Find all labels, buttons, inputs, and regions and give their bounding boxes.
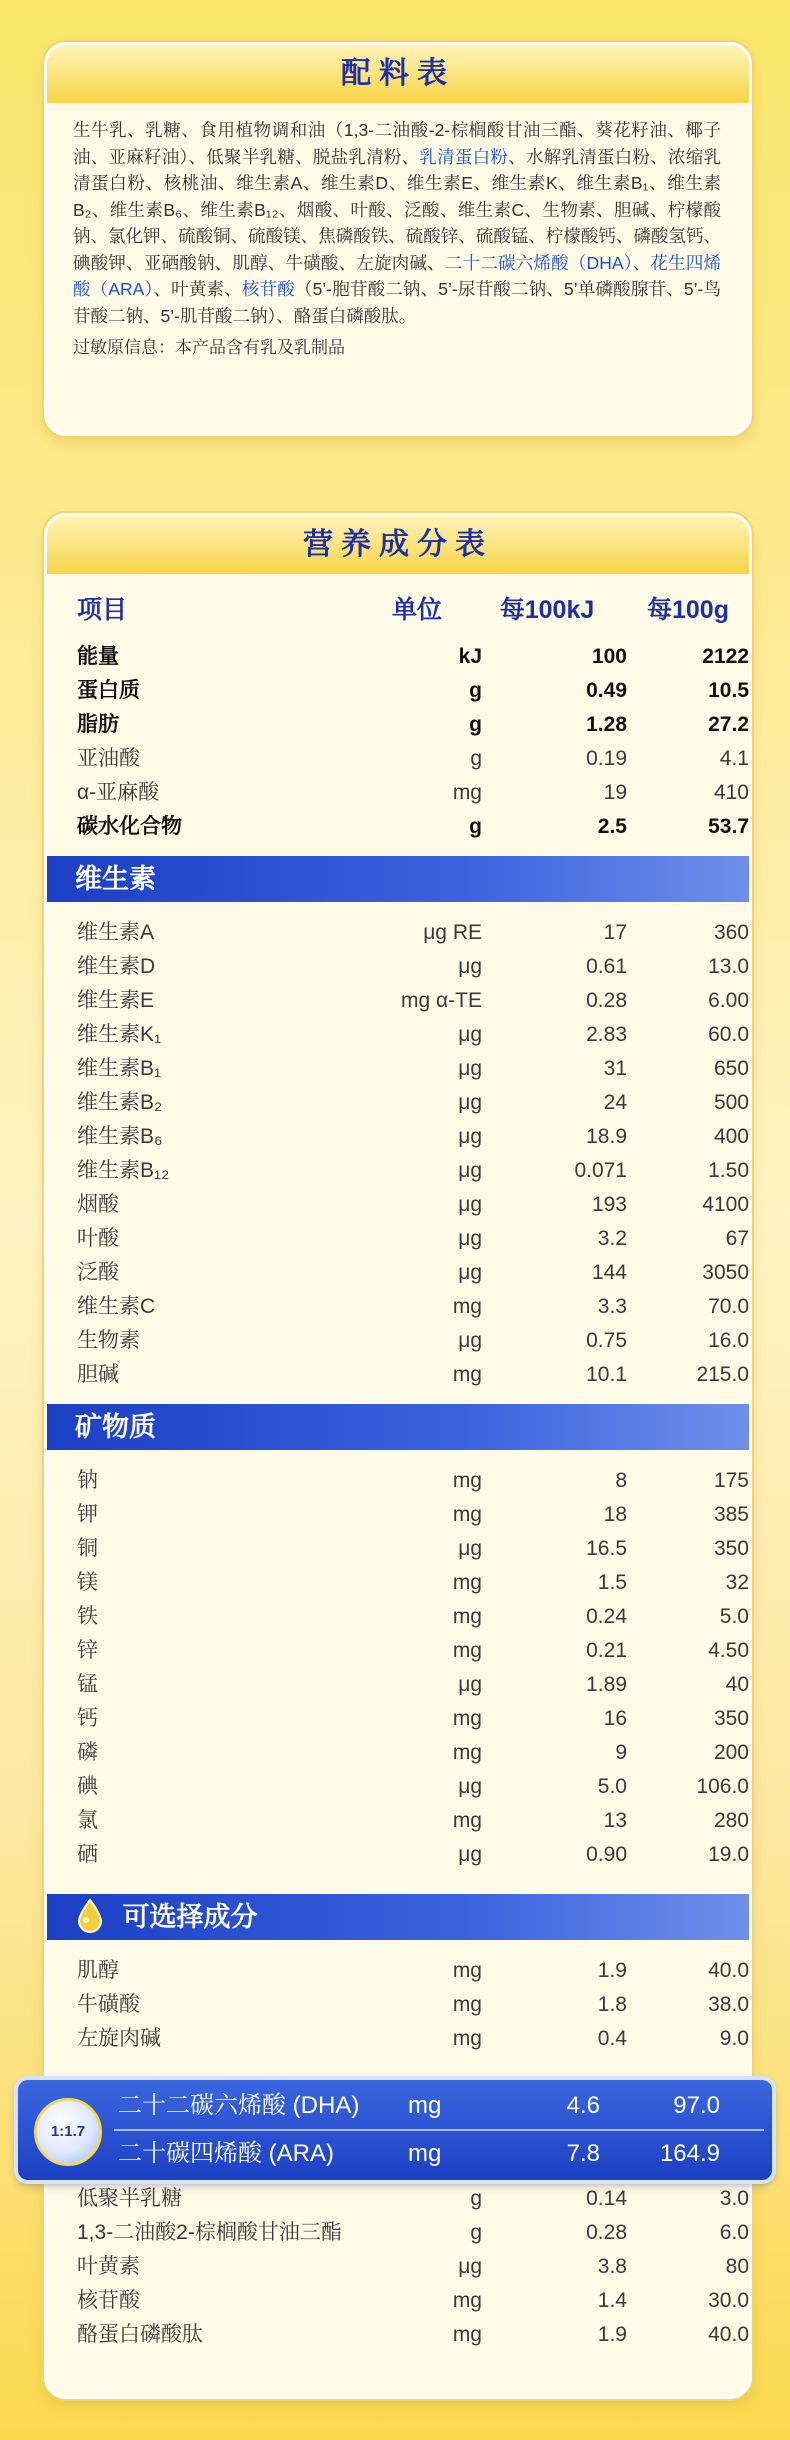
value-per-100kj: 19 <box>603 781 627 804</box>
mineral-row <box>47 1702 749 1736</box>
nutrient-name: 烟酸 <box>77 1193 119 1216</box>
value-per-100g: 385 <box>713 1503 749 1526</box>
mineral-row <box>47 1464 749 1498</box>
ingredient-highlight-dha: 二十二碳六烯酸（DHA） <box>444 252 633 273</box>
nutrient-name: 碘 <box>77 1775 98 1798</box>
ingredients-text-part: 、 <box>632 252 651 273</box>
nutrient-name: 锌 <box>77 1639 98 1662</box>
nutrient-unit: μg <box>458 2255 482 2278</box>
value-per-100kj: 1.9 <box>597 2323 627 2346</box>
basic-nutrient-row <box>47 810 749 844</box>
value-per-100kj: 0.21 <box>586 1639 627 1662</box>
vitamin-rows <box>47 916 749 1392</box>
nutrient-name: 维生素B₂ <box>77 1091 163 1114</box>
value-per-100g: 10.5 <box>708 679 749 702</box>
vitamin-row <box>47 1358 749 1392</box>
vitamin-row <box>47 950 749 984</box>
mineral-section-title: 矿物质 <box>75 1412 156 1442</box>
value-per-100g: 350 <box>713 1537 749 1560</box>
value-per-100g: 40.0 <box>708 1959 749 1982</box>
value-per-100kj: 2.5 <box>597 815 627 838</box>
value-per-100g: 6.0 <box>719 2221 749 2244</box>
mineral-row <box>47 1634 749 1668</box>
nutrient-unit: mg <box>452 1959 482 1982</box>
nutrient-name: 铜 <box>77 1537 98 1560</box>
value-per-100g: 2122 <box>702 645 749 668</box>
ingredients-title: 配料表 <box>47 45 749 103</box>
value-per-100g: 175 <box>713 1469 749 1492</box>
nutrient-unit: μg <box>458 1227 482 1250</box>
nutrient-unit: μg <box>458 1261 482 1284</box>
value-per-100g: 410 <box>713 781 749 804</box>
other-ingredient-row <box>47 2284 749 2318</box>
value-per-100g: 40 <box>725 1673 749 1696</box>
ratio-badge: 1:1.7 <box>34 2098 102 2166</box>
value-per-100kj: 100 <box>591 645 627 668</box>
highlight-per-g: 164.9 <box>659 2140 720 2167</box>
value-per-100kj: 0.75 <box>586 1329 627 1352</box>
value-per-100kj: 0.28 <box>586 2221 627 2244</box>
nutrient-name: 维生素D <box>77 955 156 978</box>
ingredients-text <box>47 103 749 329</box>
nutrient-unit: mg <box>452 1571 482 1594</box>
value-per-100kj: 31 <box>603 1057 627 1080</box>
value-per-100g: 4100 <box>702 1193 749 1216</box>
vitamin-row <box>47 1256 749 1290</box>
mineral-row <box>47 1498 749 1532</box>
nutrient-name: 磷 <box>77 1741 98 1764</box>
nutrient-name: 钾 <box>77 1503 98 1526</box>
value-per-100g: 13.0 <box>708 955 749 978</box>
vitamin-row <box>47 1086 749 1120</box>
nutrient-name: 低聚半乳糖 <box>77 2187 182 2210</box>
nutrient-unit: mg α-TE <box>401 989 482 1012</box>
vitamin-row <box>47 984 749 1018</box>
basic-nutrient-row <box>47 742 749 776</box>
nutrient-unit: mg <box>452 1809 482 1832</box>
value-per-100kj: 8 <box>615 1469 627 1492</box>
value-per-100g: 650 <box>713 1057 749 1080</box>
nutrition-title: 营养成分表 <box>47 516 749 574</box>
value-per-100g: 280 <box>713 1809 749 1832</box>
optional-rows <box>47 1954 749 2056</box>
ingredient-highlight-nucleotide: 核苷酸 <box>241 279 295 299</box>
value-per-100g: 3050 <box>702 1261 749 1284</box>
nutrient-unit: mg <box>452 2289 482 2312</box>
nutrient-name: 胆碱 <box>77 1363 119 1386</box>
nutrient-name: 1,3-二油酸2-棕榈酸甘油三酯 <box>77 2221 342 2244</box>
ingredient-highlight-ara: 花生四烯酸（ARA） <box>73 252 722 299</box>
nutrient-unit: μg <box>458 1843 482 1866</box>
nutrient-unit: μg <box>458 1537 482 1560</box>
mineral-row <box>47 1566 749 1600</box>
mineral-rows <box>47 1464 749 1872</box>
highlight-row-ara <box>18 2132 772 2176</box>
mineral-row <box>47 1804 749 1838</box>
header-per-g: 每100g <box>647 596 729 624</box>
nutrient-name: 氯 <box>77 1809 98 1832</box>
allergen-info: 过敏原信息：本产品含有乳及乳制品 <box>73 338 345 357</box>
nutrient-name: 亚油酸 <box>77 747 140 770</box>
value-per-100kj: 17 <box>603 921 627 944</box>
optional-row <box>47 1954 749 1988</box>
value-per-100kj: 2.83 <box>586 1023 627 1046</box>
value-per-100g: 70.0 <box>708 1295 749 1318</box>
vitamin-row <box>47 1052 749 1086</box>
nutrient-unit: mg <box>452 1469 482 1492</box>
highlight-per-kj: 7.8 <box>566 2140 600 2167</box>
nutrient-name: 肌醇 <box>77 1959 119 1982</box>
ingredients-text-part: 、水解乳清蛋白粉、浓缩乳清蛋白粉、核桃油、维生素A、维生素D、维生素E、维生素K、维生素B₁、维生素B₂、维生素B₆、维生素B₁₂、烟酸、叶酸、泛酸、维生素C、生物素、胆碱、柠檬酸钠、氯化钾、硫酸铜、硫酸镁、焦磷酸铁、硫酸锌、硫酸锰、柠檬酸钙、磷酸氢钙、碘酸钾、亚硒酸钠、肌醇、牛磺酸、左旋肉碱、 <box>73 146 722 273</box>
value-per-100g: 200 <box>713 1741 749 1764</box>
nutrient-unit: μg <box>458 1023 482 1046</box>
nutrient-unit: μg <box>458 955 482 978</box>
value-per-100kj: 9 <box>615 1741 627 1764</box>
mineral-row <box>47 1736 749 1770</box>
optional-row <box>47 2022 749 2056</box>
other-ingredient-row <box>47 2182 749 2216</box>
value-per-100kj: 0.19 <box>586 747 627 770</box>
value-per-100g: 60.0 <box>708 1023 749 1046</box>
nutrient-unit: μg <box>458 1193 482 1216</box>
value-per-100kj: 0.28 <box>586 989 627 1012</box>
value-per-100kj: 0.4 <box>597 2027 627 2050</box>
nutrient-unit: g <box>469 679 482 702</box>
highlight-divider <box>114 2129 764 2131</box>
nutrient-unit: g <box>470 2221 482 2244</box>
nutrient-name: 脂肪 <box>77 713 119 736</box>
value-per-100kj: 3.8 <box>597 2255 627 2278</box>
vitamin-row <box>47 1222 749 1256</box>
nutrient-name: 核苷酸 <box>77 2289 140 2312</box>
value-per-100kj: 144 <box>591 1261 627 1284</box>
nutrient-name: α-亚麻酸 <box>77 781 160 804</box>
nutrient-unit: g <box>470 2187 482 2210</box>
value-per-100g: 4.1 <box>719 747 749 770</box>
basic-nutrient-row <box>47 776 749 810</box>
nutrient-name: 酪蛋白磷酸肽 <box>77 2323 203 2346</box>
nutrient-unit: μg RE <box>423 921 482 944</box>
header-per-kj: 每100kJ <box>499 596 595 624</box>
dha-ara-highlight <box>18 2080 772 2180</box>
value-per-100g: 106.0 <box>696 1775 749 1798</box>
vitamin-row <box>47 916 749 950</box>
nutrient-name: 维生素B₆ <box>77 1125 163 1148</box>
value-per-100g: 27.2 <box>708 713 749 736</box>
value-per-100kj: 193 <box>591 1193 627 1216</box>
value-per-100g: 350 <box>713 1707 749 1730</box>
vitamin-row <box>47 1324 749 1358</box>
vitamin-section-title: 维生素 <box>75 864 156 894</box>
optional-section-title: 可选择成分 <box>122 1902 258 1932</box>
value-per-100kj: 18 <box>603 1503 627 1526</box>
value-per-100g: 6.00 <box>708 989 749 1012</box>
value-per-100g: 19.0 <box>708 1843 749 1866</box>
nutrient-name: 泛酸 <box>77 1261 119 1284</box>
ingredients-card <box>44 42 752 436</box>
nutrient-name: 碳水化合物 <box>77 815 182 838</box>
vitamin-row <box>47 1154 749 1188</box>
nutrient-unit: mg <box>452 1363 482 1386</box>
highlight-unit: mg <box>408 2140 442 2167</box>
nutrient-unit: mg <box>452 1639 482 1662</box>
value-per-100g: 53.7 <box>708 815 749 838</box>
nutrient-unit: mg <box>452 1295 482 1318</box>
value-per-100kj: 1.5 <box>597 1571 627 1594</box>
basic-nutrient-row <box>47 708 749 742</box>
highlight-name: 二十二碳六烯酸 (DHA) <box>118 2092 360 2119</box>
nutrient-unit: μg <box>458 1159 482 1182</box>
other-ingredient-row <box>47 2318 749 2352</box>
nutrient-unit: mg <box>452 1605 482 1628</box>
nutrient-unit: mg <box>452 781 482 804</box>
nutrient-unit: μg <box>458 1125 482 1148</box>
nutrient-name: 维生素B₁ <box>77 1057 162 1080</box>
value-per-100g: 4.50 <box>708 1639 749 1662</box>
nutrient-unit: g <box>469 815 482 838</box>
nutrient-name: 叶黄素 <box>77 2255 140 2278</box>
value-per-100g: 30.0 <box>708 2289 749 2312</box>
mineral-row <box>47 1838 749 1872</box>
nutrient-name: 生物素 <box>77 1329 140 1352</box>
nutrient-unit: g <box>469 713 482 736</box>
value-per-100kj: 1.8 <box>597 1993 627 2016</box>
nutrient-name: 维生素B₁₂ <box>77 1159 170 1182</box>
value-per-100kj: 1.89 <box>586 1673 627 1696</box>
nutrient-unit: μg <box>458 1091 482 1114</box>
value-per-100kj: 16 <box>603 1707 627 1730</box>
basic-nutrient-row <box>47 640 749 674</box>
optional-row <box>47 1988 749 2022</box>
value-per-100g: 9.0 <box>719 2027 749 2050</box>
nutrient-name: 钠 <box>77 1469 98 1492</box>
nutrient-unit: mg <box>452 2323 482 2346</box>
nutrition-column-header <box>47 580 749 640</box>
value-per-100g: 360 <box>713 921 749 944</box>
header-name: 项目 <box>77 596 128 624</box>
value-per-100kj: 1.28 <box>586 713 627 736</box>
highlight-name: 二十碳四烯酸 (ARA) <box>118 2140 334 2167</box>
value-per-100g: 500 <box>713 1091 749 1114</box>
vitamin-row <box>47 1120 749 1154</box>
value-per-100kj: 0.24 <box>586 1605 627 1628</box>
value-per-100kj: 3.2 <box>597 1227 627 1250</box>
nutrient-name: 能量 <box>77 645 119 668</box>
nutrient-unit: mg <box>452 1707 482 1730</box>
nutrient-name: 维生素E <box>77 989 155 1012</box>
nutrient-name: 铁 <box>77 1605 98 1628</box>
value-per-100kj: 0.071 <box>574 1159 627 1182</box>
mineral-row <box>47 1668 749 1702</box>
mineral-row <box>47 1600 749 1634</box>
value-per-100g: 80 <box>725 2255 749 2278</box>
nutrient-name: 蛋白质 <box>77 679 140 702</box>
value-per-100kj: 18.9 <box>586 1125 627 1148</box>
value-per-100g: 5.0 <box>719 1605 749 1628</box>
value-per-100kj: 1.9 <box>597 1959 627 1982</box>
nutrient-unit: μg <box>458 1673 482 1696</box>
nutrient-unit: kJ <box>458 645 482 668</box>
vitamin-row <box>47 1290 749 1324</box>
value-per-100kj: 0.14 <box>586 2187 627 2210</box>
nutrient-name: 叶酸 <box>77 1227 119 1250</box>
value-per-100g: 67 <box>725 1227 749 1250</box>
nutrient-unit: mg <box>452 1503 482 1526</box>
basic-nutrient-row <box>47 674 749 708</box>
value-per-100g: 400 <box>713 1125 749 1148</box>
droplet-icon <box>75 1898 105 1934</box>
header-unit: 单位 <box>391 596 442 624</box>
ingredient-highlight-whey: 乳清蛋白粉 <box>419 146 509 167</box>
highlight-row-dha <box>18 2084 772 2128</box>
other-ingredient-row <box>47 2216 749 2250</box>
highlight-unit: mg <box>408 2092 442 2119</box>
value-per-100g: 3.0 <box>719 2187 749 2210</box>
value-per-100g: 32 <box>725 1571 749 1594</box>
nutrient-unit: mg <box>452 2027 482 2050</box>
value-per-100kj: 0.90 <box>586 1843 627 1866</box>
value-per-100kj: 5.0 <box>597 1775 627 1798</box>
nutrient-unit: μg <box>458 1329 482 1352</box>
nutrient-name: 维生素K₁ <box>77 1023 162 1046</box>
nutrient-name: 硒 <box>77 1843 98 1866</box>
nutrient-name: 锰 <box>77 1673 98 1696</box>
value-per-100g: 1.50 <box>708 1159 749 1182</box>
nutrient-name: 维生素A <box>77 921 155 944</box>
highlight-per-g: 97.0 <box>673 2092 720 2119</box>
value-per-100kj: 10.1 <box>586 1363 627 1386</box>
mineral-row <box>47 1770 749 1804</box>
value-per-100kj: 16.5 <box>586 1537 627 1560</box>
other-rows <box>47 2182 749 2352</box>
mineral-row <box>47 1532 749 1566</box>
other-ingredient-row <box>47 2250 749 2284</box>
vitamin-section-bar <box>47 856 749 902</box>
value-per-100kj: 1.4 <box>597 2289 627 2312</box>
nutrient-unit: mg <box>452 1741 482 1764</box>
value-per-100kj: 24 <box>603 1091 627 1114</box>
mineral-section-bar <box>47 1404 749 1450</box>
vitamin-row <box>47 1188 749 1222</box>
value-per-100g: 38.0 <box>708 1993 749 2016</box>
value-per-100kj: 3.3 <box>597 1295 627 1318</box>
highlight-per-kj: 4.6 <box>566 2092 600 2119</box>
nutrient-unit: mg <box>452 1993 482 2016</box>
nutrient-name: 钙 <box>77 1707 98 1730</box>
value-per-100g: 40.0 <box>708 2323 749 2346</box>
nutrient-name: 镁 <box>77 1571 98 1594</box>
nutrient-name: 牛磺酸 <box>77 1993 140 2016</box>
ingredients-text-part: 、叶黄素、 <box>153 279 242 299</box>
nutrient-unit: μg <box>458 1057 482 1080</box>
value-per-100g: 16.0 <box>708 1329 749 1352</box>
ingredients-text-part: （5’-胞苷酸二钠、5’-尿苷酸二钠、5’单磷酸腺苷、5’-鸟苷酸二钠、5’-肌苷酸二钠）、酪蛋白磷酸肽。 <box>73 279 722 326</box>
value-per-100kj: 13 <box>603 1809 627 1832</box>
optional-section-bar <box>47 1894 749 1940</box>
nutrient-name: 维生素C <box>77 1295 156 1318</box>
nutrient-unit: g <box>470 747 482 770</box>
value-per-100kj: 0.61 <box>586 955 627 978</box>
nutrient-unit: μg <box>458 1775 482 1798</box>
basic-rows <box>47 640 749 844</box>
nutrient-name: 左旋肉碱 <box>77 2027 161 2050</box>
value-per-100kj: 0.49 <box>586 679 627 702</box>
vitamin-row <box>47 1018 749 1052</box>
value-per-100g: 215.0 <box>696 1363 749 1386</box>
ingredients-text-part: 生牛乳、乳糖、食用植物调和油（1,3-二油酸-2-棕榈酸甘油三酯、葵花籽油、椰子油、亚麻籽油）、低聚半乳糖、脱盐乳清粉、 <box>73 120 721 167</box>
